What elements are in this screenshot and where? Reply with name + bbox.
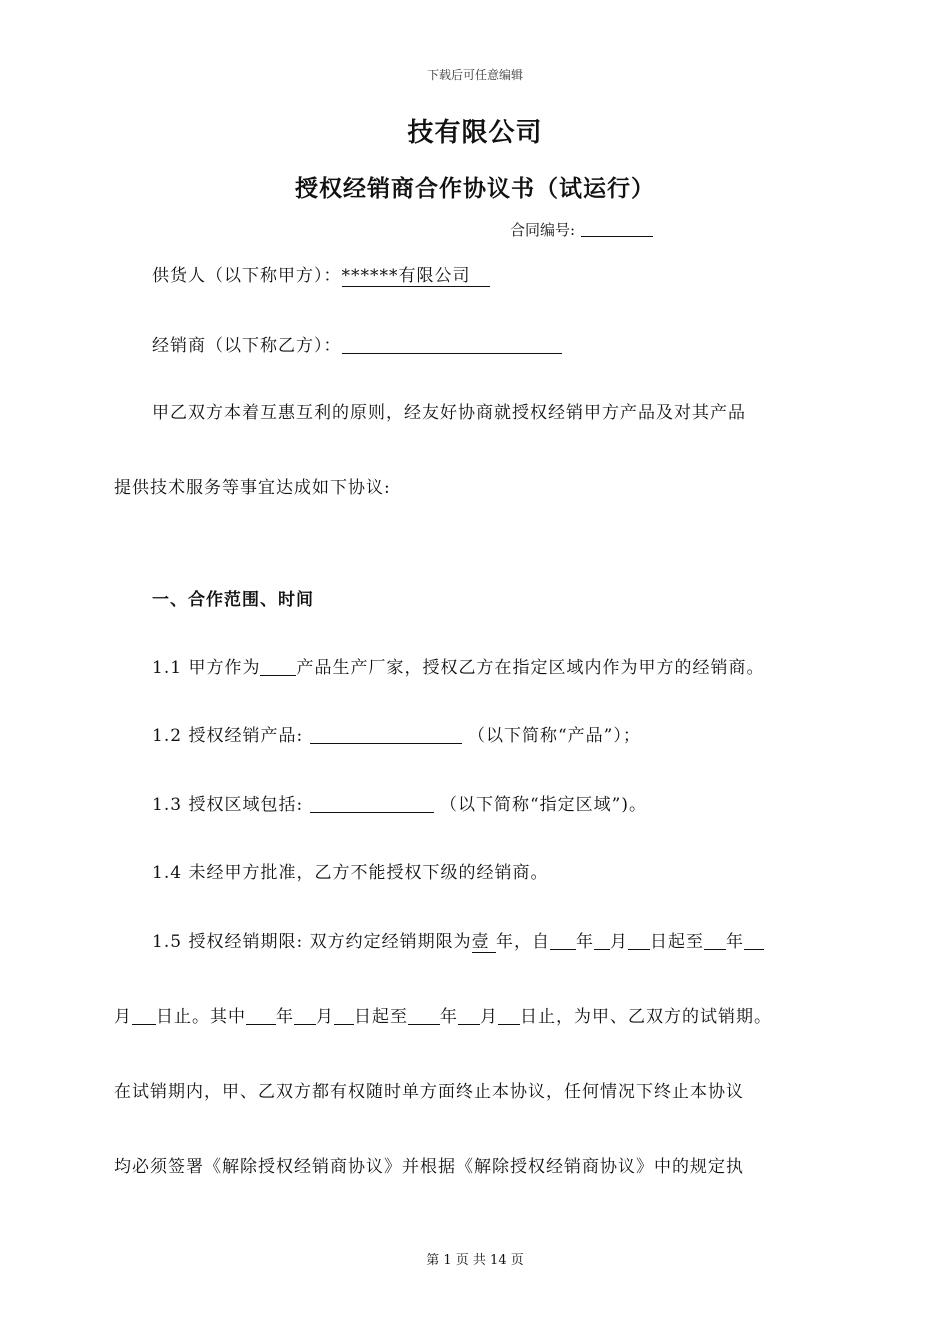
- manufacturer-blank: [260, 660, 296, 676]
- contract-number-label: 合同编号:: [510, 221, 576, 239]
- document-title: 授权经销商合作协议书（试运行）: [295, 175, 655, 202]
- intro-line-2: 提供技术服务等事宜达成如下协议:: [114, 478, 391, 498]
- dealer-label: 经销商（以下称乙方）：: [152, 336, 342, 356]
- clause-1-5-line-2: 月 日止。其中 年 月 日起至 年 月 日止，为甲、乙双方的试销期。: [114, 1007, 772, 1027]
- contract-number-blank: [581, 222, 653, 237]
- dealer-line: [152, 331, 562, 356]
- clause-1-5-line-1: 1.5 授权经销期限: 双方约定经销期限为壹 年，自 年 月 日起至 年: [152, 927, 764, 952]
- clause-1-5-line-3: 在试销期内，甲、乙双方都有权随时单方面终止本协议，任何情况下终止本协议: [114, 1082, 744, 1102]
- intro-line-1: 甲乙双方本着互惠互利的原则，经友好协商就授权经销甲方产品及对其产品: [152, 403, 746, 423]
- supplier-value: ******有限公司: [342, 266, 490, 287]
- header-note: 下载后可任意编辑: [426, 68, 523, 82]
- contract-number: [510, 219, 653, 240]
- clause-1-4: 1.4 未经甲方批准，乙方不能授权下级的经销商。: [152, 863, 549, 883]
- supplier-line: [152, 261, 490, 286]
- clause-1-5-line-4: 均必须签署《解除授权经销商协议》并根据《解除授权经销商协议》中的规定执: [114, 1157, 744, 1177]
- clause-1-1: 1.1 甲方作为 产品生产厂家，授权乙方在指定区域内作为甲方的经销商。: [152, 658, 765, 678]
- clause-1-3: 1.3 授权区域包括: （以下简称“指定区域”)。: [152, 795, 647, 815]
- product-blank: [310, 728, 462, 744]
- supplier-label: 供货人（以下称甲方）：: [152, 266, 342, 286]
- company-name: 技有限公司: [407, 118, 543, 148]
- section-heading: 一、合作范围、时间: [152, 590, 314, 610]
- dealer-blank: [342, 338, 562, 354]
- region-blank: [310, 797, 434, 813]
- clause-1-2: 1.2 授权经销产品: （以下简称“产品”）；: [152, 726, 641, 746]
- page-footer: 第 1 页 共 14 页: [426, 1253, 524, 1268]
- term-years: 壹: [472, 932, 496, 953]
